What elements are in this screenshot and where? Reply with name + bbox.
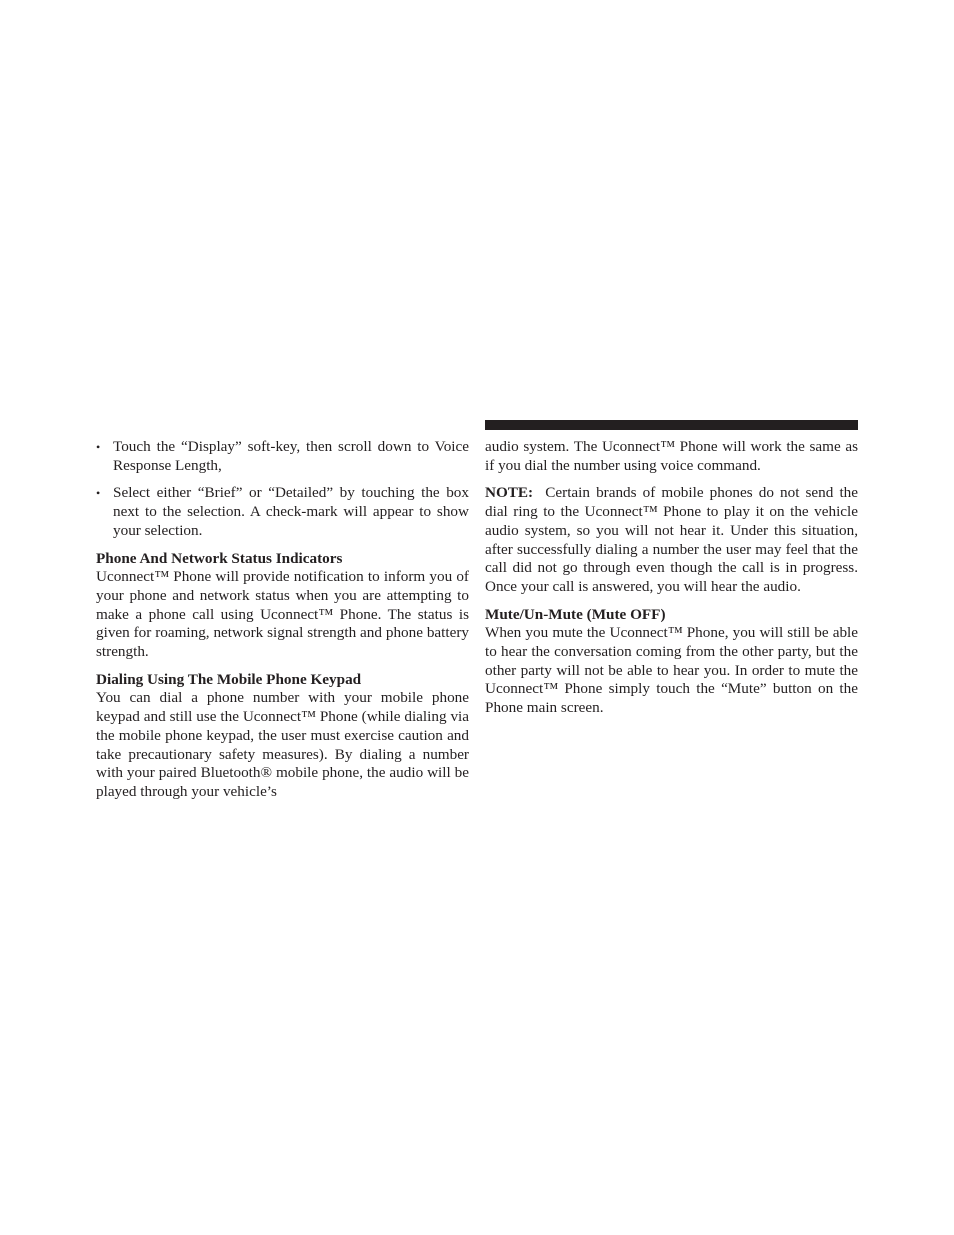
note-paragraph bbox=[485, 484, 858, 596]
bullet-text: Select either “Brief” or “Detailed” by touching the box next to the selection. A check-mark will appear to show your selection. bbox=[113, 484, 469, 539]
left-column bbox=[96, 438, 469, 802]
bullet-text: Touch the “Display” soft-key, then scroll down to Voice Response Length, bbox=[113, 438, 469, 474]
bullet-list bbox=[96, 438, 469, 541]
list-item bbox=[96, 484, 469, 540]
note-label: NOTE: bbox=[485, 484, 534, 502]
list-item bbox=[96, 438, 469, 475]
section-body-dialing-keypad: You can dial a phone number with your mobile phone keypad and still use the Uconnect™ Phone (while dialing via the mobile phone keypad, the user must exercise caution and take precautionary safety measures). By dialing a number with your paired Bluetooth® mobile phone, the audio will be played through your vehicle’s bbox=[96, 689, 469, 800]
section-heading-status-indicators: Phone And Network Status Indicators bbox=[96, 549, 343, 567]
continuation-text: audio system. The Uconnect™ Phone will work the same as if you dial the number using voice command. bbox=[485, 438, 858, 474]
section-heading-mute: Mute/Un-Mute (Mute OFF) bbox=[485, 605, 666, 623]
bullet-icon: • bbox=[96, 486, 101, 501]
right-column bbox=[485, 438, 858, 718]
section-heading-dialing-keypad: Dialing Using The Mobile Phone Keypad bbox=[96, 670, 362, 688]
section-body-mute: When you mute the Uconnect™ Phone, you will still be able to hear the conversation coming from the other party, but the other party will not be able to hear you. In order to mute the Uconnect™ Phone simply touch the “Mute” button on the Phone main screen. bbox=[485, 624, 858, 717]
bullet-icon: • bbox=[96, 440, 101, 454]
header-rule bbox=[485, 420, 858, 430]
note-body: Certain brands of mobile phones do not send the dial ring to the Uconnect™ Phone to play it on the vehicle audio system, so you will not hear it. Under this situation, after successfully dialing a number the user may feel that the call did not go through even though the call is in progress. Once your call is answered, you will hear the audio. bbox=[485, 484, 858, 595]
section-body-status-indicators: Uconnect™ Phone will provide notification to inform you of your phone and network status when you are attempting to make a phone call using Uconnect™ Phone. The status is given for roaming, network signal strength and phone battery strength. bbox=[96, 568, 469, 661]
